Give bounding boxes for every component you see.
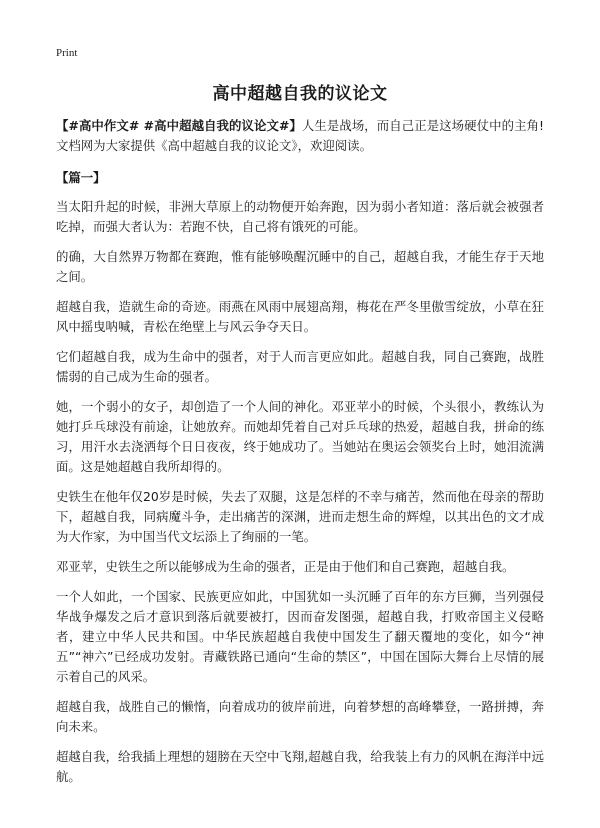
article-title: 高中超越自我的议论文 bbox=[212, 84, 388, 104]
paragraph: 它们超越自我，成为生命中的强者，对于人而言更应如此。超越自我，同自己赛跑，战胜懦弱的自己成为生命的强者。 bbox=[56, 349, 544, 384]
section-title: 【篇一】 bbox=[56, 170, 106, 185]
paragraph: 一个人如此，一个国家、民族更应如此，中国犹如一头沉睡了百年的东方巨狮，当列强侵华战争爆发之后才意识到落后就要被打，因而奋发图强，超越自我，打败帝国主义侵略者，建立中华人民共和国。中华民族超越自我使中国发生了翻天覆地的变化，如今“神五”“神六”已经成功发射。青藏铁路已通向“生命的禁区”，中国在国际大舞台上尽情的展示着自己的风采。 bbox=[56, 589, 544, 684]
article-intro bbox=[56, 116, 544, 156]
intro-tags: 【#高中作文# #高中超越自我的议论文#】 bbox=[56, 118, 302, 133]
paragraph: 当太阳升起的时候，非洲大草原上的动物便开始奔跑，因为弱小者知道：落后就会被强者吃掉，而强大者认为：若跑不快，自己将有饿死的可能。 bbox=[56, 199, 544, 234]
paragraph: 超越自我，造就生命的奇迹。雨燕在风雨中展翅高翔，梅花在严冬里傲雪绽放，小草在狂风中摇曳呐喊，青松在绝壁上与风云争夺天日。 bbox=[56, 299, 544, 334]
article-body bbox=[56, 116, 544, 797]
paragraph: 超越自我，战胜自己的懒惰，向着成功的彼岸前进，向着梦想的高峰攀登，一路拼搏，奔向未来。 bbox=[56, 699, 544, 734]
paragraph: 史铁生在他年仅20岁是时候，失去了双腿，这是怎样的不幸与痛苦，然而他在母亲的帮助下，超越自我，同病魔斗争，走出痛苦的深渊，进而走想生命的辉煌，以其出色的文才成为大作家，为中国当代文坛添上了绚丽的一笔。 bbox=[56, 489, 544, 544]
intro-text: 人生是战场，而自己正是这场硬仗中的主角!文档网为大家提供《高中超越自我的议论文》，欢迎阅读。 bbox=[56, 118, 545, 153]
paragraph: 邓亚苹，史铁生之所以能够成为生命的强者，正是由于他们和自己赛跑，超越自我。 bbox=[56, 559, 515, 574]
paragraph: 她，一个弱小的女子，却创造了一个人间的神化。邓亚苹小的时候，个头很小，教练认为她打乒乓球没有前途，让她放弃。而她却凭着自己对乒乓球的热爱，超越自我，拼命的练习，用汗水去浇洒每个日日夜夜，终于她成功了。当她站在奥运会领奖台上时，她泪流满面。这是她超越自我所却得的。 bbox=[56, 399, 544, 474]
print-link[interactable]: Print bbox=[56, 47, 78, 59]
paragraph: 的确，大自然界万物都在赛跑，惟有能够唤醒沉睡中的自己，超越自我，才能生存于天地之间。 bbox=[56, 249, 544, 284]
paragraph: 超越自我，给我插上理想的翅膀在天空中飞翔,超越自我，给我装上有力的风帆在海洋中远航。 bbox=[56, 749, 544, 784]
